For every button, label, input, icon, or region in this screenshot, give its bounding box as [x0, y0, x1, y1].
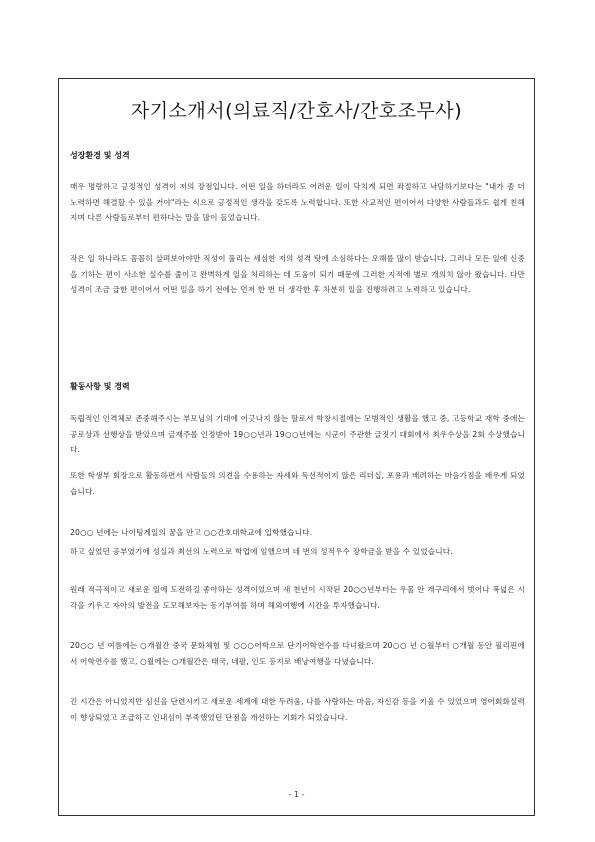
- paragraph: 또한 학생부 회장으로 활동하면서 사람들의 의견을 수용하는 자세와 독선적이지 않은 리더십, 포용과 배려하는 마음가짐을 배우게 되었습니다.: [70, 471, 525, 496]
- document-title: 자기소개서(의료직/간호사/간호조무사): [130, 100, 463, 122]
- paragraph: 독립적인 인격체로 존중해주시는 부모님의 기대에 어긋나지 않는 딸로서 학창시절에는 모범적인 생활을 했고 중, 고등학교 재학 중에는 공로상과 선행상을 받았으며 글재주를 인정받아 19○○년과 19○○년에는 시군이 주관한 글짓기 대회에서 최우수상을 2회 수상했습니다.: [70, 414, 525, 454]
- paragraph: 하고 싶었던 공부였기에 성실과 최선의 노력으로 학업에 임했으며 네 번의 성적우수 장학금을 받을 수 있었습니다.: [70, 547, 453, 556]
- paragraph: 작은 일 하나라도 꼼꼼히 살펴보아야만 직성이 풀리는 세심한 저의 성격 탓에 소심하다는 오해를 많이 받습니다. 그러나 모든 일에 신중을 기하는 편이 사소한 실수를 줄이고 완벽하게 일을 처리하는 데 도움이 되기 때문에 그러한 지적에 별로 개의치 않아 왔습니다. 다만 성격이 조금 급한 편이어서 어떤 일을 하기 전에는 먼저 한 번 더 생각한 후 차분히 일을 진행하려고 노력하고 있습니다.: [70, 254, 525, 294]
- paragraph: 매우 명랑하고 긍정적인 성격이 저의 장점입니다. 어떤 일을 하더라도 어려운 일이 닥치게 되면 좌절하고 낙담하기보다는 "내가 좀 더 노력하면 해결할 수 있을 거야"라는 식으로 긍정적인 생각을 갖도록 노력합니다. 또한 사교적인 편이어서 다양한 사람들과도 쉽게 친해지며 다른 사람들로부터 편하다는 말을 많이 들었습니다.: [70, 182, 525, 222]
- section-heading-activities: 활동사항 및 경력: [70, 382, 130, 391]
- paragraph: 20○○ 년 여름에는 ○개월간 중국 문화체험 및 ○○○어학으로 단기어학연수를 다녀왔으며 20○○ 년 ○월부터 ○개월 동안 필리핀에서 어학연수를 했고, ○월에는 ○개월간은 태국, 네팔, 인도 등지로 배낭여행을 다녔습니다.: [70, 641, 525, 666]
- paragraph: 긴 시간은 아니었지만 심신을 단련시키고 새로운 세계에 대한 두려움, 나를 사랑하는 마음, 자신감 등을 키울 수 있었으며 영어회화실력이 향상되었고 조급하고 인내심이 부족했었던 단점을 개선하는 기회가 되었습니다.: [70, 697, 525, 722]
- section-heading-growth: 성장환경 및 성격: [70, 151, 130, 160]
- paragraph: 20○○ 년에는 나이팅게일의 꿈을 안고 ○○간호대학교에 입학했습니다.: [70, 528, 313, 537]
- page-number: - 1 -: [288, 790, 305, 799]
- paragraph: 원래 적극적이고 새로운 일에 도전하길 좋아하는 성격이었으며 새 천년이 시작된 20○○년부터는 우물 안 개구리에서 벗어나 폭넓은 시각을 키우고 자아의 발전을 도모해보자는 동기부여를 하며 해외여행에 시간을 투자했습니다.: [70, 585, 525, 610]
